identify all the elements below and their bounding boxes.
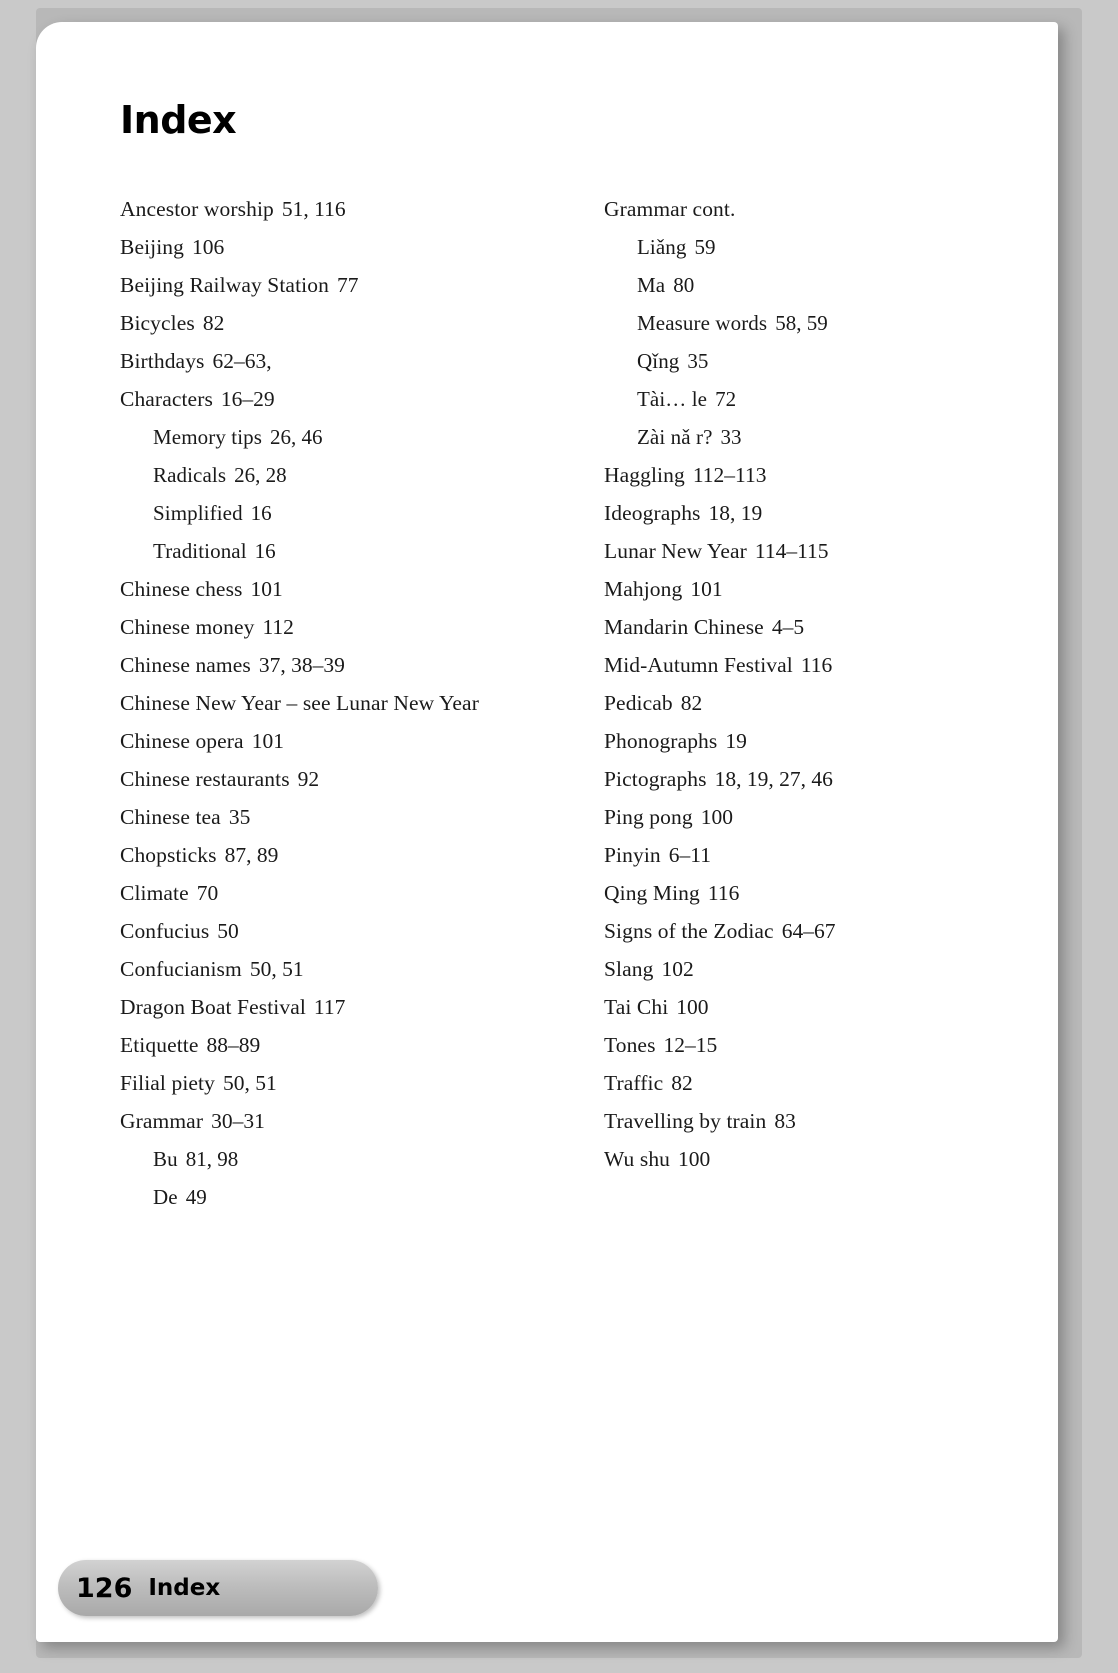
index-entry-term: Chinese New Year – see Lunar New Year <box>120 691 479 715</box>
index-entry-term: Characters <box>120 387 213 411</box>
index-entry <box>604 456 1000 494</box>
index-entry-term: Traffic <box>604 1071 664 1095</box>
index-entry <box>604 1102 1000 1140</box>
footer-page-number: 126 <box>76 1572 133 1604</box>
index-column-left <box>120 190 516 1216</box>
index-entry <box>604 684 1000 722</box>
index-entry-term: Wu shu <box>604 1147 671 1171</box>
index-entry <box>604 228 1000 266</box>
index-entry <box>120 760 516 798</box>
index-entry-pages: 87, 89 <box>224 843 279 867</box>
index-entry <box>120 418 516 456</box>
index-entry <box>120 190 516 228</box>
index-entry-pages: 50, 51 <box>249 957 304 981</box>
index-entry-term: Pedicab <box>604 691 673 715</box>
index-entry <box>604 532 1000 570</box>
index-entry-term: Memory tips <box>153 425 263 449</box>
index-entry <box>120 912 516 950</box>
index-entry <box>120 380 516 418</box>
index-entry-pages: 26, 46 <box>270 425 323 449</box>
index-entry-pages: 100 <box>676 995 709 1019</box>
index-entry <box>120 570 516 608</box>
index-entry <box>120 1102 516 1140</box>
index-entry <box>120 836 516 874</box>
index-entry-pages: 16–29 <box>220 387 275 411</box>
index-entry-pages: 101 <box>250 577 283 601</box>
index-entry-pages: 92 <box>297 767 320 791</box>
index-entry <box>120 950 516 988</box>
index-entry <box>604 836 1000 874</box>
index-entry-pages: 18, 19 <box>708 501 763 525</box>
index-entry <box>120 988 516 1026</box>
index-entry-pages: 101 <box>251 729 284 753</box>
index-entry-term: Traditional <box>153 539 247 563</box>
index-entry <box>120 342 516 380</box>
index-entry-term: Ping pong <box>604 805 693 829</box>
index-entry-term: Ma <box>637 273 666 297</box>
index-entry-term: Chinese names <box>120 653 251 677</box>
footer-page-tab <box>58 1560 378 1616</box>
index-entry-term: Qǐng <box>637 349 680 373</box>
index-entry-pages: 12–15 <box>663 1033 718 1057</box>
index-entry-term: Zài nǎ r? <box>637 425 713 449</box>
index-entry-term: Bicycles <box>120 311 195 335</box>
index-entry-term: Qing Ming <box>604 881 700 905</box>
index-entry <box>120 532 516 570</box>
index-entry-term: Beijing Railway Station <box>120 273 329 297</box>
index-entry <box>604 494 1000 532</box>
index-entry <box>120 874 516 912</box>
index-entry <box>120 1064 516 1102</box>
index-entry-pages: 59 <box>694 235 716 259</box>
index-entry <box>120 494 516 532</box>
index-entry-pages: 88–89 <box>206 1033 261 1057</box>
index-entry-pages: 80 <box>673 273 695 297</box>
index-entry-term: Tones <box>604 1033 656 1057</box>
index-entry-pages: 62–63, <box>212 349 272 373</box>
index-entry <box>604 1064 1000 1102</box>
index-entry-pages: 33 <box>720 425 742 449</box>
index-entry <box>604 418 1000 456</box>
index-entry-pages: 83 <box>774 1109 796 1133</box>
index-entry-pages: 50, 51 <box>222 1071 277 1095</box>
index-entry-pages: 35 <box>687 349 709 373</box>
index-entry-pages: 82 <box>202 311 225 335</box>
index-entry <box>604 798 1000 836</box>
index-entry-term: Lunar New Year <box>604 539 747 563</box>
index-entry <box>604 912 1000 950</box>
index-entry <box>604 570 1000 608</box>
index-entry-pages: 112 <box>262 615 294 639</box>
index-entry <box>604 190 1000 228</box>
index-entry-pages: 19 <box>725 729 747 753</box>
index-entry-term: Climate <box>120 881 189 905</box>
index-entry-pages: 116 <box>800 653 833 677</box>
index-entry-term: Travelling by train <box>604 1109 767 1133</box>
index-entry <box>120 456 516 494</box>
index-entry-pages: 58, 59 <box>775 311 828 335</box>
index-entry-term: Simplified <box>153 501 243 525</box>
index-entry-pages: 116 <box>707 881 740 905</box>
index-entry <box>120 646 516 684</box>
index-entry-pages: 82 <box>671 1071 693 1095</box>
index-entry-term: Mahjong <box>604 577 683 601</box>
index-entry <box>120 266 516 304</box>
index-entry-pages: 51, 116 <box>281 197 346 221</box>
index-entry-term: Haggling <box>604 463 685 487</box>
index-entry <box>120 1026 516 1064</box>
index-entry <box>604 760 1000 798</box>
index-entry-pages: 30–31 <box>211 1109 265 1133</box>
index-entry <box>120 228 516 266</box>
page-title: Index <box>120 98 237 142</box>
index-entry <box>604 646 1000 684</box>
index-entry-term: Birthdays <box>120 349 205 373</box>
index-page <box>36 22 1058 1642</box>
index-entry <box>120 608 516 646</box>
index-entry-pages: 37, 38–39 <box>258 653 345 677</box>
index-entry-term: Chinese money <box>120 615 255 639</box>
index-entry-term: Pictographs <box>604 767 707 791</box>
index-entry-term: Bu <box>153 1147 178 1171</box>
index-entry-term: Etiquette <box>120 1033 199 1057</box>
index-entry-pages: 112–113 <box>692 463 767 487</box>
index-entry-term: Confucianism <box>120 957 242 981</box>
index-entry-term: Chinese restaurants <box>120 767 290 791</box>
index-entry-pages: 117 <box>313 995 346 1019</box>
index-entry <box>604 1140 1000 1178</box>
index-entry-pages: 102 <box>661 957 694 981</box>
index-entry-term: Tai Chi <box>604 995 669 1019</box>
index-entry <box>120 1178 516 1216</box>
index-entry <box>120 304 516 342</box>
index-entry-term: Dragon Boat Festival <box>120 995 306 1019</box>
index-entry-term: Beijing <box>120 235 185 259</box>
index-entry-pages: 70 <box>196 881 219 905</box>
index-entry-pages: 114–115 <box>754 539 829 563</box>
index-entry-term: Liǎng <box>637 235 687 259</box>
index-entry-term: Pinyin <box>604 843 661 867</box>
index-entry-pages: 82 <box>680 691 703 715</box>
index-entry-pages: 100 <box>678 1147 711 1171</box>
index-entry-pages: 101 <box>690 577 723 601</box>
index-entry-pages: 81, 98 <box>185 1147 239 1171</box>
index-entry-term: Confucius <box>120 919 210 943</box>
index-entry-term: De <box>153 1185 178 1209</box>
index-entry-term: Filial piety <box>120 1071 215 1095</box>
index-entry-pages: 77 <box>336 273 359 297</box>
index-column-right <box>604 190 1000 1216</box>
index-entry <box>604 342 1000 380</box>
index-entry-term: Chinese opera <box>120 729 244 753</box>
index-entry-term: Ideographs <box>604 501 701 525</box>
index-entry-pages: 16 <box>250 501 272 525</box>
index-entry <box>120 1140 516 1178</box>
index-entry-pages: 100 <box>700 805 733 829</box>
index-entry-term: Phonographs <box>604 729 718 753</box>
index-entry-pages: 4–5 <box>771 615 805 639</box>
index-entry-term: Chinese chess <box>120 577 243 601</box>
index-entry-term: Tài… le <box>637 387 708 411</box>
index-entry <box>120 798 516 836</box>
index-entry-pages: 64–67 <box>781 919 836 943</box>
index-entry-term: Ancestor worship <box>120 197 274 221</box>
index-entry-term: Measure words <box>637 311 768 335</box>
index-entry-pages: 18, 19, 27, 46 <box>714 767 833 791</box>
index-entry-term: Slang <box>604 957 654 981</box>
index-columns <box>120 190 1000 1216</box>
index-entry-pages: 72 <box>715 387 737 411</box>
index-entry <box>604 608 1000 646</box>
index-entry-pages: 16 <box>254 539 276 563</box>
footer-section-label: Index <box>148 1575 221 1601</box>
index-entry-term: Grammar cont. <box>604 197 736 221</box>
index-entry <box>120 684 516 722</box>
index-entry <box>604 722 1000 760</box>
index-entry <box>604 950 1000 988</box>
index-entry <box>604 874 1000 912</box>
index-entry <box>604 304 1000 342</box>
index-entry-term: Radicals <box>153 463 227 487</box>
index-entry-pages: 26, 28 <box>234 463 287 487</box>
index-entry-pages: 106 <box>192 235 225 259</box>
index-entry-pages: 49 <box>185 1185 207 1209</box>
index-entry <box>604 1026 1000 1064</box>
index-entry-term: Mandarin Chinese <box>604 615 764 639</box>
index-entry-pages: 50 <box>217 919 239 943</box>
index-entry-term: Chopsticks <box>120 843 217 867</box>
index-entry-term: Chinese tea <box>120 805 221 829</box>
index-entry-term: Mid-Autumn Festival <box>604 653 793 677</box>
index-entry-term: Signs of the Zodiac <box>604 919 774 943</box>
index-entry <box>604 266 1000 304</box>
index-entry <box>604 380 1000 418</box>
index-entry <box>120 722 516 760</box>
index-entry-term: Grammar <box>120 1109 204 1133</box>
index-entry-pages: 6–11 <box>668 843 711 867</box>
index-entry <box>604 988 1000 1026</box>
index-entry-pages: 35 <box>228 805 251 829</box>
